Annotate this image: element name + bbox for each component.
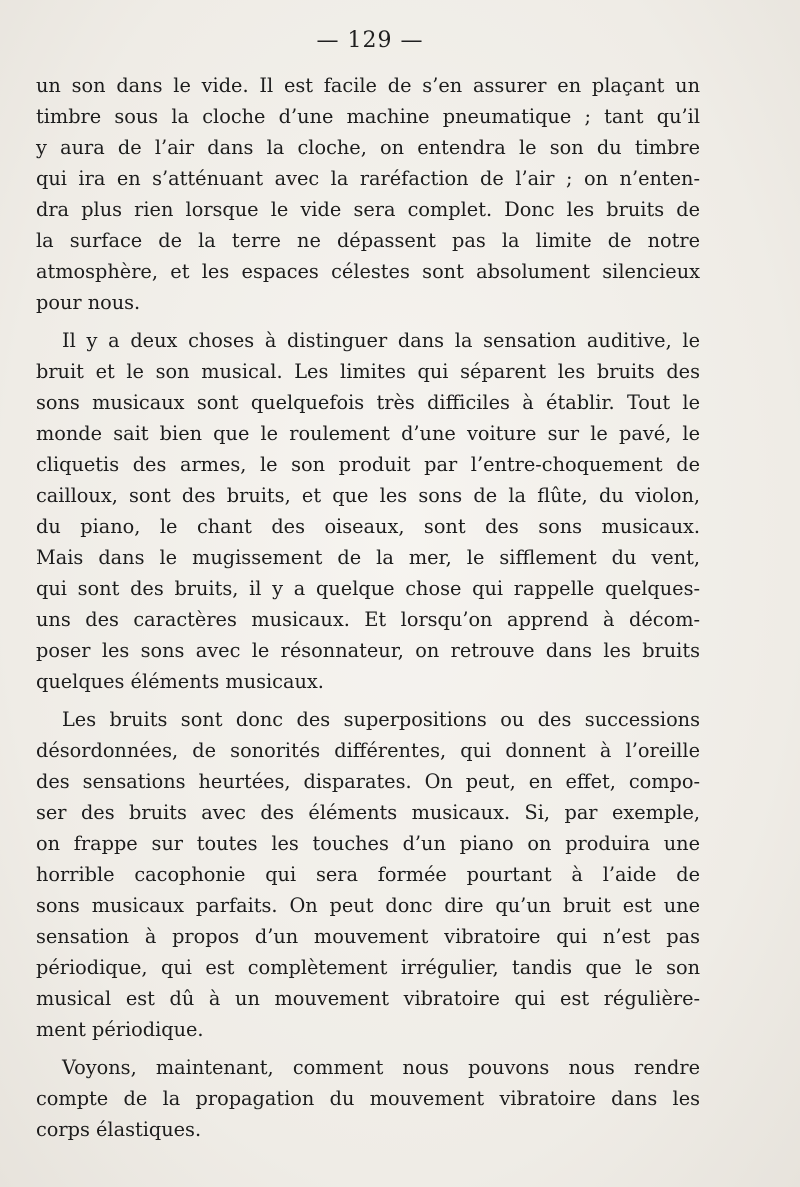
page-number: — 129 —: [316, 28, 424, 53]
paragraph-1: [36, 70, 700, 318]
text-line: la surface de la terre ne dépassent pas la limite de notre: [36, 229, 700, 252]
text-line: qui ira en s’atténuant avec la raréfaction de l’air ; on n’enten-: [36, 167, 700, 190]
text-line: des sensations heurtées, disparates. On peut, en effet, compo-: [36, 770, 700, 793]
body-text: [36, 70, 700, 1145]
text-line: compte de la propagation du mouvement vibratoire dans les: [36, 1087, 700, 1110]
text-line: ser des bruits avec des éléments musicaux. Si, par exemple,: [36, 801, 700, 824]
text-line: désordonnées, de sonorités différentes, qui donnent à l’oreille: [36, 739, 700, 762]
text-line: uns des caractères musicaux. Et lorsqu’on apprend à décom-: [36, 608, 700, 631]
text-line: cailloux, sont des bruits, et que les sons de la flûte, du violon,: [36, 484, 700, 507]
text-line: musical est dû à un mouvement vibratoire qui est régulière-: [36, 987, 700, 1010]
text-line: on frappe sur toutes les touches d’un piano on produira une: [36, 832, 700, 855]
paragraph-3: [36, 704, 700, 1045]
text-line: périodique, qui est complètement irrégulier, tandis que le son: [36, 956, 700, 979]
text-line: qui sont des bruits, il y a quelque chose qui rappelle quelques-: [36, 577, 700, 600]
text-line: horrible cacophonie qui sera formée pourtant à l’aide de: [36, 863, 700, 886]
text-line: corps élastiques.: [36, 1118, 202, 1141]
text-line: monde sait bien que le roulement d’une voiture sur le pavé, le: [36, 422, 700, 445]
text-line: quelques éléments musicaux.: [36, 670, 324, 693]
text-line: Il y a deux choses à distinguer dans la sensation auditive, le: [62, 329, 700, 352]
paragraph-4: [36, 1052, 700, 1145]
paragraph-2: [36, 325, 700, 697]
text-line: dra plus rien lorsque le vide sera complet. Donc les bruits de: [36, 198, 700, 221]
text-line: du piano, le chant des oiseaux, sont des sons musicaux.: [36, 515, 700, 538]
text-line: bruit et le son musical. Les limites qui séparent les bruits des: [36, 360, 700, 383]
text-line: pour nous.: [36, 291, 141, 314]
text-line: Les bruits sont donc des superpositions ou des successions: [62, 708, 700, 731]
text-line: sons musicaux parfaits. On peut donc dire qu’un bruit est une: [36, 894, 700, 917]
text-line: Voyons, maintenant, comment nous pouvons nous rendre: [62, 1056, 700, 1079]
text-line: sons musicaux sont quelquefois très difficiles à établir. Tout le: [36, 391, 700, 414]
text-line: atmosphère, et les espaces célestes sont absolument silencieux: [36, 260, 700, 283]
text-line: Mais dans le mugissement de la mer, le sifflement du vent,: [36, 546, 700, 569]
text-line: cliquetis des armes, le son produit par l’entre-choquement de: [36, 453, 700, 476]
text-line: y aura de l’air dans la cloche, on entendra le son du timbre: [36, 136, 700, 159]
text-line: ment périodique.: [36, 1018, 204, 1041]
text-line: poser les sons avec le résonnateur, on retrouve dans les bruits: [36, 639, 700, 662]
text-line: timbre sous la cloche d’une machine pneumatique ; tant qu’il: [36, 105, 700, 128]
text-line: sensation à propos d’un mouvement vibratoire qui n’est pas: [36, 925, 700, 948]
text-line: un son dans le vide. Il est facile de s’en assurer en plaçant un: [36, 74, 700, 97]
